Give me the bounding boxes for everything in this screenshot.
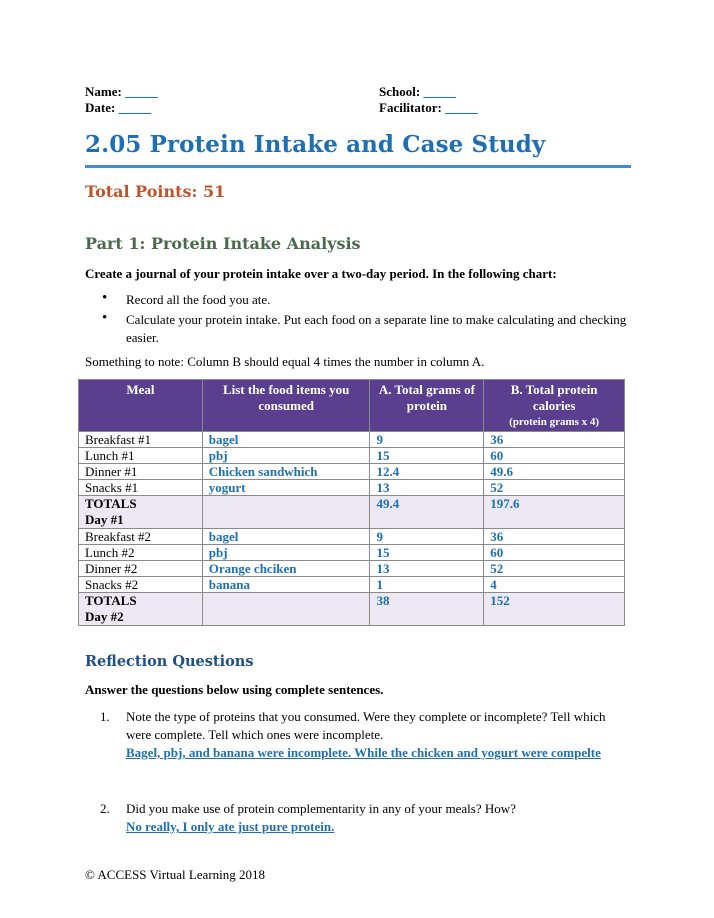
calories-cell[interactable]: 60 <box>484 545 625 561</box>
total-points: Total Points: 51 <box>85 182 226 201</box>
calories-total-cell[interactable]: 152 <box>484 593 625 626</box>
grams-cell[interactable]: 1 <box>370 577 484 593</box>
food-cell[interactable]: pbj <box>202 448 370 464</box>
table-row <box>79 577 625 593</box>
table-row <box>79 529 625 545</box>
name-blank[interactable]: _____ <box>125 84 158 99</box>
calories-cell[interactable]: 49.6 <box>484 464 625 480</box>
grams-cell[interactable]: 15 <box>370 545 484 561</box>
totals-row-day1 <box>79 496 625 529</box>
date-blank[interactable]: _____ <box>118 100 152 115</box>
calories-cell[interactable]: 52 <box>484 480 625 496</box>
instruction-bullets <box>100 291 640 349</box>
grams-cell[interactable]: 12.4 <box>370 464 484 480</box>
question-number: 2. <box>100 801 110 816</box>
bullet-dot-icon: • <box>102 310 108 326</box>
table-row <box>79 448 625 464</box>
header-calories <box>484 380 625 432</box>
page-title: 2.05 Protein Intake and Case Study <box>85 131 546 158</box>
grams-cell[interactable]: 13 <box>370 561 484 577</box>
food-cell[interactable]: yogurt <box>202 480 370 496</box>
bullet-item <box>100 311 640 347</box>
footer-copyright: © ACCESS Virtual Learning 2018 <box>85 867 266 882</box>
part1-heading: Part 1: Protein Intake Analysis <box>85 234 361 253</box>
totals-day-label: Day #1 <box>85 512 124 527</box>
header-food: List the food items you consumed <box>202 380 370 432</box>
title-divider <box>85 165 631 168</box>
bullet-text: Calculate your protein intake. Put each food on a separate line to make calculating and checking easier. <box>126 312 627 345</box>
reflection-instruction: Answer the questions below using complete sentences. <box>85 682 384 697</box>
calories-cell[interactable]: 36 <box>484 432 625 448</box>
food-cell[interactable] <box>202 496 370 529</box>
calories-cell[interactable]: 60 <box>484 448 625 464</box>
calories-cell[interactable]: 52 <box>484 561 625 577</box>
table-row <box>79 464 625 480</box>
name-label: Name: <box>85 84 122 99</box>
meal-cell: Dinner #2 <box>79 561 203 577</box>
totals-label-cell <box>79 496 203 529</box>
totals-label-cell <box>79 593 203 626</box>
school-line <box>379 84 456 100</box>
date-label: Date: <box>85 100 116 115</box>
food-cell[interactable]: banana <box>202 577 370 593</box>
food-cell[interactable] <box>202 593 370 626</box>
totals-label: TOTALS <box>85 593 137 608</box>
meal-cell: Snacks #1 <box>79 480 203 496</box>
header-calories-sub: (protein grams x 4) <box>509 416 600 428</box>
bullet-dot-icon: • <box>102 290 108 306</box>
meal-cell: Lunch #1 <box>79 448 203 464</box>
grams-cell[interactable]: 9 <box>370 432 484 448</box>
question-number: 1. <box>100 709 110 724</box>
part1-instruction: Create a journal of your protein intake over a two-day period. In the following chart: <box>85 266 557 281</box>
question-text: Did you make use of protein complementarity in any of your meals? How? <box>126 801 516 816</box>
table-row <box>79 545 625 561</box>
calories-total-cell[interactable]: 197.6 <box>484 496 625 529</box>
name-line <box>85 84 158 100</box>
reflection-heading: Reflection Questions <box>85 653 254 670</box>
protein-journal-table <box>78 379 625 626</box>
grams-cell[interactable]: 9 <box>370 529 484 545</box>
totals-row-day2 <box>79 593 625 626</box>
school-label: School: <box>379 84 421 99</box>
table-row <box>79 561 625 577</box>
grams-cell[interactable]: 13 <box>370 480 484 496</box>
meal-cell: Snacks #2 <box>79 577 203 593</box>
column-note: Something to note: Column B should equal 4 times the number in column A. <box>85 354 485 369</box>
grams-total-cell[interactable]: 38 <box>370 593 484 626</box>
meal-cell: Lunch #2 <box>79 545 203 561</box>
food-cell[interactable]: bagel <box>202 432 370 448</box>
food-cell[interactable]: bagel <box>202 529 370 545</box>
table-row <box>79 432 625 448</box>
food-cell[interactable]: Chicken sandwhich <box>202 464 370 480</box>
school-blank[interactable]: _____ <box>423 84 456 99</box>
totals-label: TOTALS <box>85 496 137 511</box>
header-calories-label: B. Total protein calories <box>510 382 598 413</box>
header-meal: Meal <box>79 380 203 432</box>
table-row <box>79 480 625 496</box>
food-cell[interactable]: pbj <box>202 545 370 561</box>
grams-total-cell[interactable]: 49.4 <box>370 496 484 529</box>
bullet-text: Record all the food you ate. <box>126 292 271 307</box>
facilitator-blank[interactable]: _____ <box>445 100 478 115</box>
bullet-item <box>100 291 640 309</box>
meal-cell: Breakfast #2 <box>79 529 203 545</box>
question-2 <box>100 800 620 836</box>
answer-text[interactable]: No really, I only ate just pure protein. <box>126 819 335 834</box>
date-line <box>85 100 151 116</box>
answer-text[interactable]: Bagel, pbj, and banana were incomplete. While the chicken and yogurt were compelte <box>126 745 601 760</box>
table-header-row <box>79 380 625 432</box>
calories-cell[interactable]: 4 <box>484 577 625 593</box>
totals-day-label: Day #2 <box>85 609 124 624</box>
header-grams: A. Total grams of protein <box>370 380 484 432</box>
facilitator-label: Facilitator: <box>379 100 442 115</box>
question-1 <box>100 708 620 762</box>
facilitator-line <box>379 100 478 116</box>
meal-cell: Breakfast #1 <box>79 432 203 448</box>
question-text: Note the type of proteins that you consumed. Were they complete or incomplete? Tell which were complete. Tell which ones were incomplete. <box>126 709 606 742</box>
calories-cell[interactable]: 36 <box>484 529 625 545</box>
food-cell[interactable]: Orange chciken <box>202 561 370 577</box>
grams-cell[interactable]: 15 <box>370 448 484 464</box>
meal-cell: Dinner #1 <box>79 464 203 480</box>
